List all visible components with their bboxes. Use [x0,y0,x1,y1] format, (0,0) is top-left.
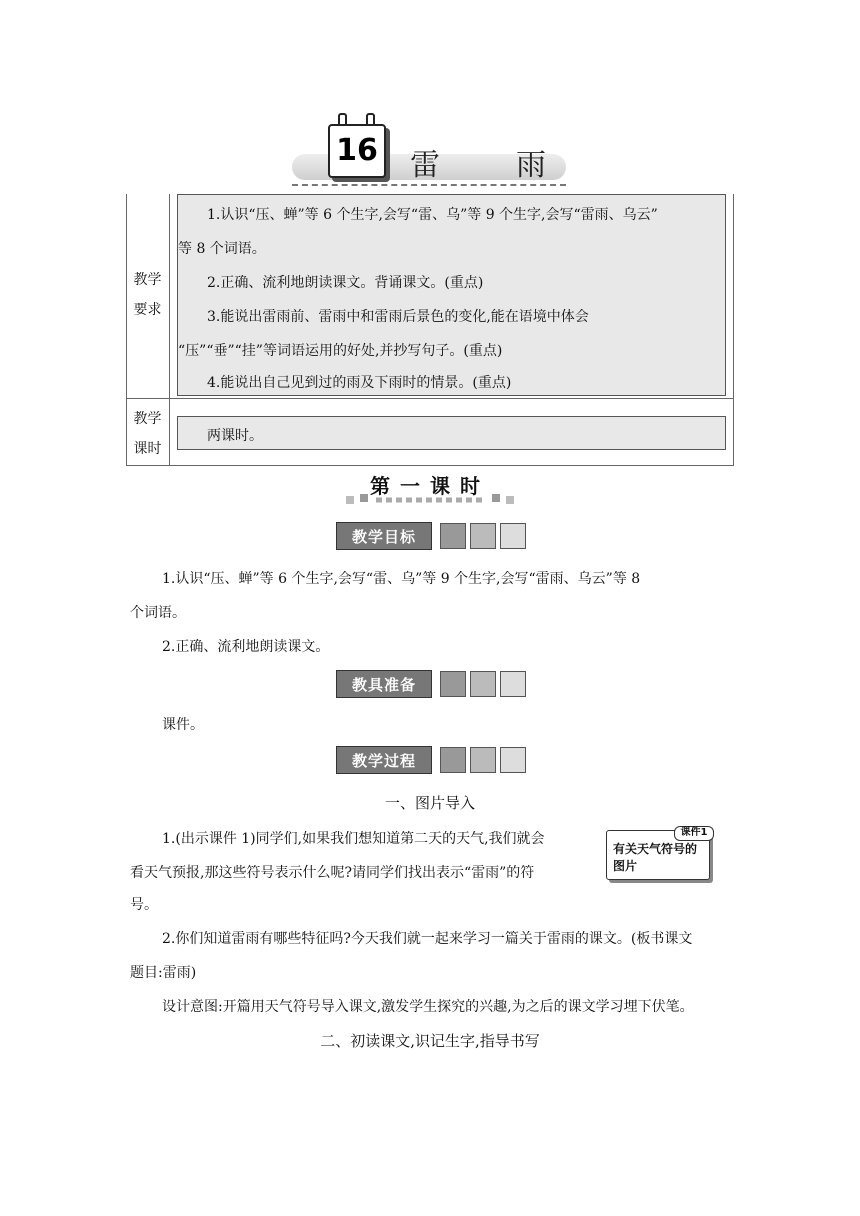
requirement-item: 4.能说出自己见到过的雨及下雨时的情景。(重点) [207,375,512,391]
courseware-caption: 有关天气符号的 [613,842,698,856]
requirements-box [177,194,726,396]
prep-text: 课件。 [162,717,204,733]
design-note: 设计意图:开篇用天气符号导入课文,激发学生探究的兴趣,为之后的课文学习埋下伏笔。 [162,999,694,1015]
decor-square [440,671,466,697]
hours-value: 两课时。 [207,428,263,444]
decor-square [440,523,466,549]
title-underline [292,184,566,186]
process-line: 号。 [130,897,158,913]
decor-square [500,523,526,549]
hours-label: 教学 课时 [133,411,162,457]
table-divider [126,398,734,399]
requirement-item: 等 8 个词语。 [178,241,266,257]
process-line: 题目:雷雨) [130,965,197,981]
lesson-title-char: 雨 [516,148,547,183]
section-tag-prep: 教具准备 [336,670,432,698]
decor-square [470,747,496,773]
process-line: 1.(出示课件 1)同学们,如果我们想知道第二天的天气,我们就会 [162,831,545,847]
requirement-item: 3.能说出雷雨前、雷雨中和雷雨后景色的变化,能在语境中体会 [207,309,589,325]
decor-square [470,671,496,697]
requirement-item: “压”“垂”“挂”等词语运用的好处,并抄写句子。(重点) [178,343,503,359]
process-line: 2.你们知道雷雨有哪些特征吗?今天我们就一起来学习一篇关于雷雨的课文。(板书课文 [162,931,693,947]
decor-square [500,671,526,697]
requirements-label: 教学 要求 [133,272,162,318]
process-line: 看天气预报,那这些符号表示什么呢?请同学们找出表示“雷雨”的符 [130,865,535,881]
requirement-item: 1.认识“压、蝉”等 6 个生字,会写“雷、乌”等 9 个生字,会写“雷雨、乌云” [207,207,658,223]
lesson-number: 16 [328,124,386,178]
table-divider [169,194,170,466]
session-title: 第一课时 [370,474,490,498]
goal-line: 2.正确、流利地朗读课文。 [162,639,330,655]
section-tag-process: 教学过程 [336,746,432,774]
goal-line: 1.认识“压、蝉”等 6 个生字,会写“雷、乌”等 9 个生字,会写“雷雨、乌云”等 8 [162,571,641,587]
decor-square [500,747,526,773]
part1-heading: 一、图片导入 [384,794,475,812]
section-tag-goals: 教学目标 [336,522,432,550]
part2-heading: 二、初读课文,识记生字,指导书写 [320,1032,540,1050]
courseware-tab: 课件1 [674,826,714,841]
requirement-item: 2.正确、流利地朗读课文。背诵课文。(重点) [207,275,484,291]
session-title-decoration [346,494,514,504]
decor-square [470,523,496,549]
lesson-title-char: 雷 [410,148,441,183]
decor-square [440,747,466,773]
courseware-caption: 图片 [613,859,638,873]
goal-line: 个词语。 [130,605,186,621]
